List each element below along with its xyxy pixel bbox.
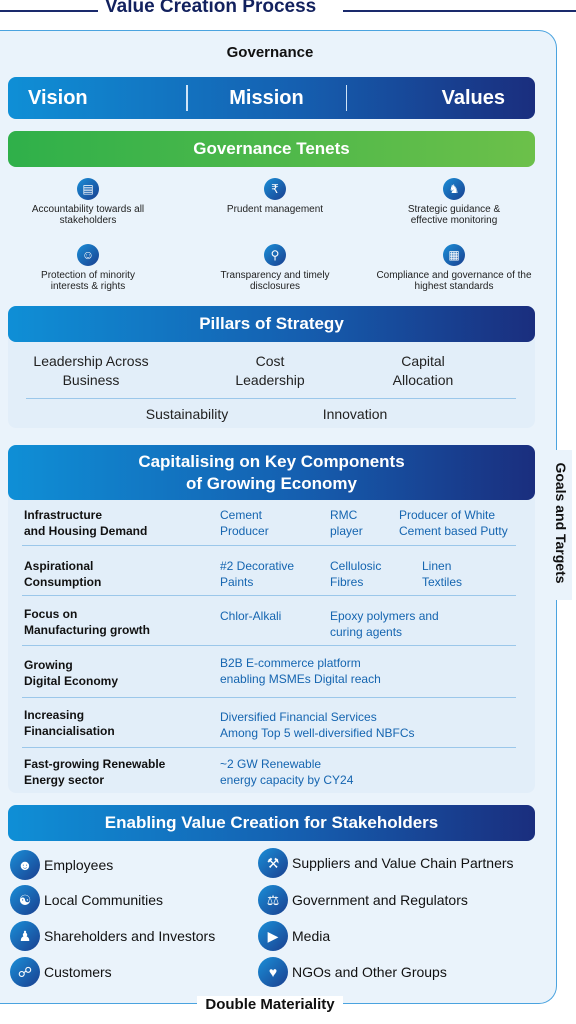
stakeholders-band: Enabling Value Creation for Stakeholders [8, 805, 535, 841]
title-bar [0, 0, 576, 22]
pillar-leadership: Leadership Across Business [33, 353, 149, 388]
stakeholder-ngos: ♥ NGOs and Other Groups [258, 957, 447, 987]
money-bag-icon: ₹ [264, 178, 286, 200]
mission-label: Mission [229, 86, 304, 109]
cap-row-head: Growing Digital Economy [24, 658, 119, 688]
gavel-icon: ⚖ [258, 885, 288, 915]
stakeholder-shareholders: ♟ Shareholders and Investors [10, 921, 215, 951]
pillar-capital: Capital Allocation [392, 353, 454, 388]
chess-knight-icon: ♞ [443, 178, 465, 200]
stakeholder-suppliers: ⚒ Suppliers and Value Chain Partners [258, 848, 514, 878]
tenet-compliance [375, 244, 533, 292]
divider [22, 697, 516, 698]
pillars-band: Pillars of Strategy [8, 306, 535, 342]
tenet-accountability [22, 178, 154, 226]
capitalising-title-line1: Capitalising on Key Components [138, 452, 405, 471]
cap-row-head: Focus on Manufacturing growth [24, 607, 150, 637]
community-icon: ☯ [10, 885, 40, 915]
stakeholder-government: ⚖ Government and Regulators [258, 885, 468, 915]
vision-label: Vision [28, 86, 88, 109]
divider [22, 747, 516, 748]
tenet-prudent [225, 178, 325, 215]
cap-item: #2 Decorative Paints [220, 559, 295, 589]
cap-item: Epoxy polymers and curing agents [330, 609, 439, 639]
goals-label-box [548, 450, 572, 600]
pillar-cost: Cost Leadership [235, 353, 305, 388]
tenet-label: Prudent management [226, 204, 324, 215]
divider [22, 645, 516, 646]
tenet-strategic [393, 178, 515, 226]
divider [22, 595, 516, 596]
building-icon: ▦ [443, 244, 465, 266]
capitalising-band [8, 445, 535, 500]
stakeholder-communities: ☯ Local Communities [10, 885, 163, 915]
tenet-label: Strategic guidance & effective monitoring [407, 204, 501, 226]
vision-mission-values-band [8, 77, 535, 119]
divider [22, 545, 516, 546]
cap-item: Cement Producer [220, 508, 269, 538]
cap-item: Linen Textiles [422, 559, 463, 589]
media-play-icon: ▶ [258, 921, 288, 951]
tenet-label: Transparency and timely disclosures [220, 270, 330, 292]
pillar-sustainability: Sustainability [145, 406, 229, 422]
tenet-label: Protection of minority interests & rights [41, 270, 135, 292]
stakeholder-media: ▶ Media [258, 921, 330, 951]
page-title: Value Creation Process [105, 0, 317, 17]
protected-people-icon: ☺ [77, 244, 99, 266]
cap-row-head: Aspirational Consumption [24, 559, 102, 589]
values-label: Values [441, 86, 505, 109]
cap-row-head: Fast-growing Renewable Energy sector [24, 757, 166, 787]
title-rule-right [343, 10, 576, 12]
goals-label: Goals and Targets [553, 462, 569, 584]
cap-item: Cellulosic Fibres [330, 559, 382, 589]
tenet-transparency [218, 244, 332, 292]
document-icon: ▤ [77, 178, 99, 200]
tenet-label: Accountability towards all stakeholders [31, 204, 145, 226]
investors-icon: ♟ [10, 921, 40, 951]
pillar-innovation: Innovation [322, 406, 388, 422]
governance-label: Governance [0, 44, 540, 61]
capitalising-box [8, 495, 535, 793]
cap-item: Diversified Financial Services Among Top 5 well-diversified NBFCs [220, 710, 415, 740]
capitalising-title-line2: of Growing Economy [186, 474, 357, 493]
hands-heart-icon: ♥ [258, 957, 288, 987]
employee-icon: ☻ [10, 850, 40, 880]
double-materiality-label: Double Materiality [0, 996, 540, 1013]
cap-item: Chlor-Alkali [220, 609, 282, 623]
cap-item: Producer of White Cement based Putty [399, 508, 508, 538]
file-search-icon: ⚲ [264, 244, 286, 266]
divider [26, 398, 516, 399]
governance-tenets-band: Governance Tenets [8, 131, 535, 167]
stakeholder-customers: ☍ Customers [10, 957, 112, 987]
cap-item: B2B E-commerce platform enabling MSMEs Digital reach [220, 656, 381, 686]
tenet-minority [22, 244, 154, 292]
title-rule-left [0, 10, 98, 12]
cap-row-head: Increasing Financialisation [24, 708, 115, 738]
cap-item: ~2 GW Renewable energy capacity by CY24 [220, 757, 354, 787]
supplier-icon: ⚒ [258, 848, 288, 878]
cap-row-head: Infrastructure and Housing Demand [24, 508, 148, 538]
cap-item: RMC player [330, 508, 363, 538]
stakeholder-employees: ☻ Employees [10, 850, 113, 880]
cart-icon: ☍ [10, 957, 40, 987]
tenet-label: Compliance and governance of the highest standards [376, 270, 532, 292]
